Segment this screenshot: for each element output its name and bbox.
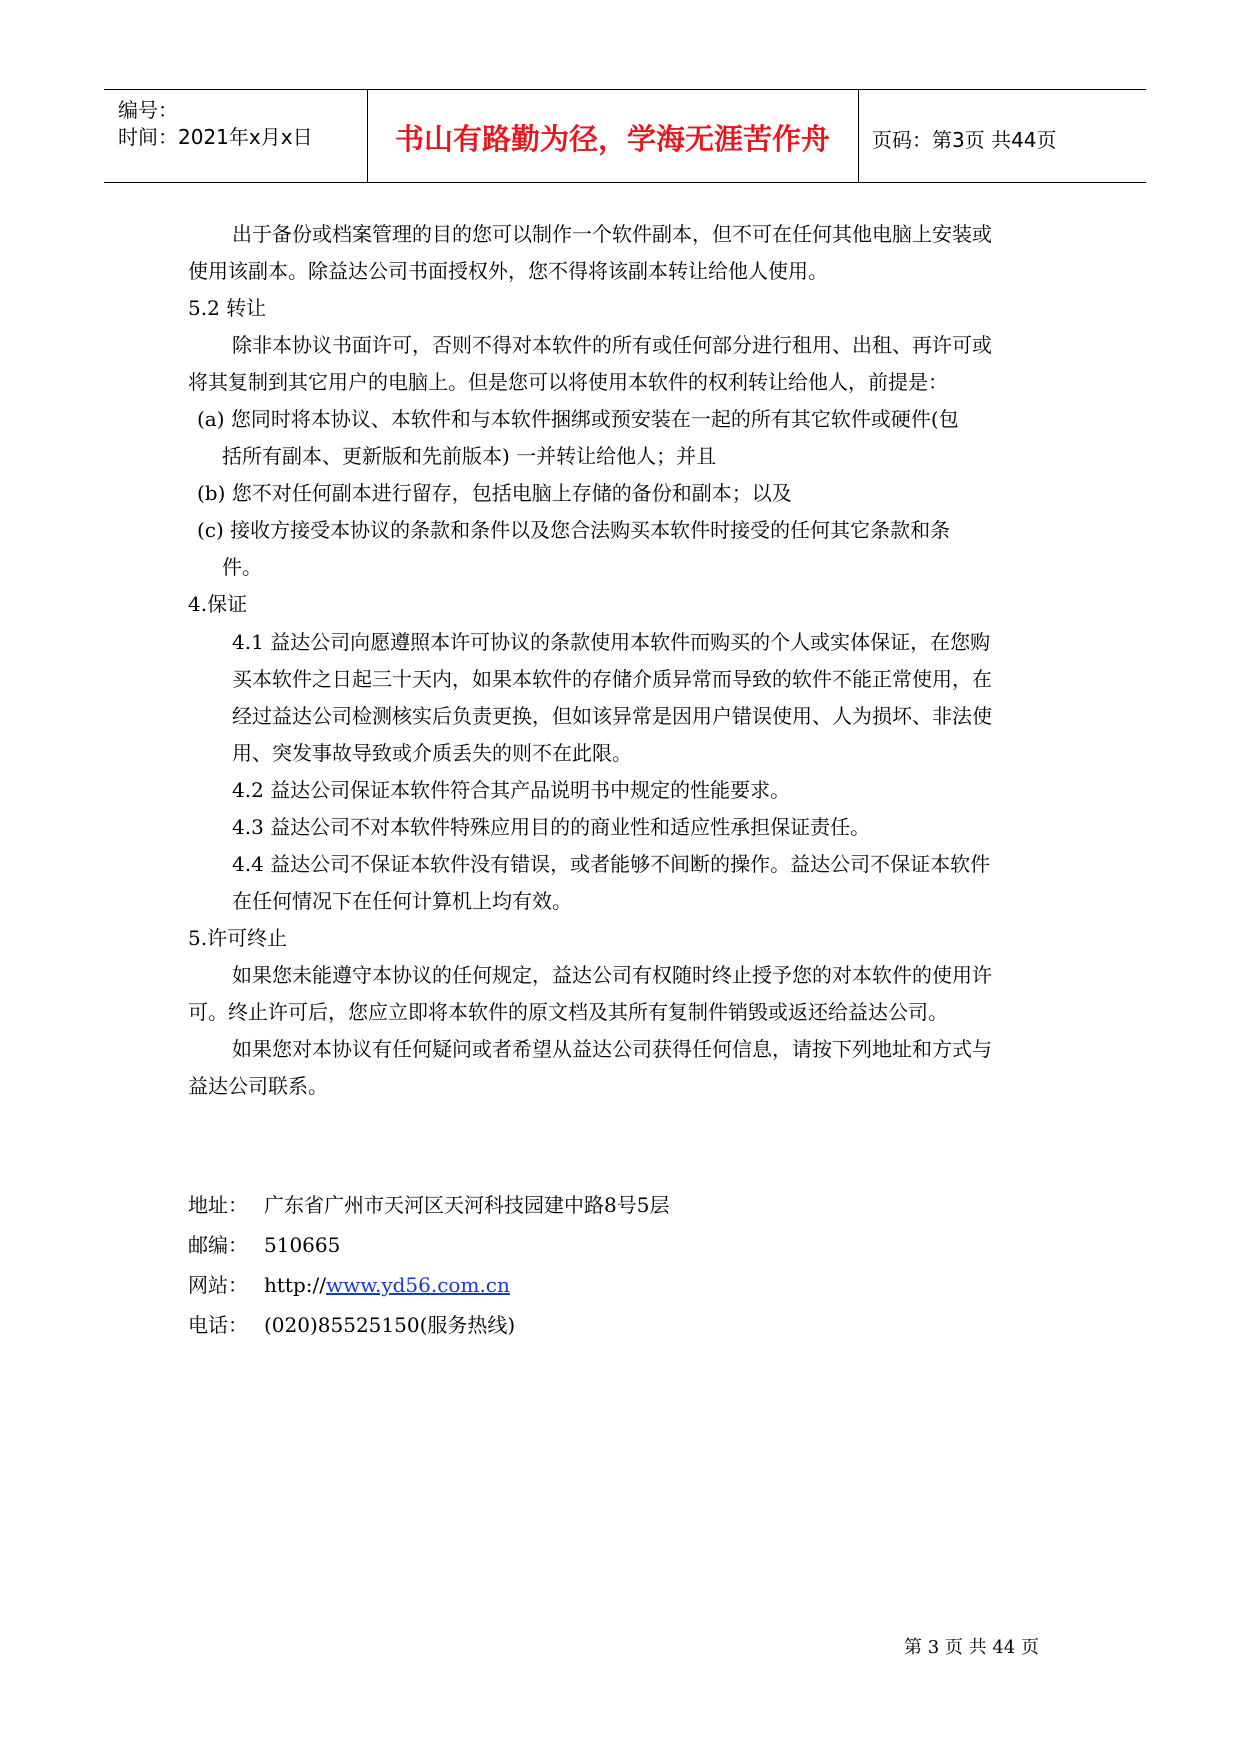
paragraph-line: 使用该副本。除益达公司书面授权外，您不得将该副本转让给他人使用。 (188, 259, 828, 283)
clause-line: 在任何情况下在任何计算机上均有效。 (232, 889, 572, 913)
paragraph-line: 可。终止许可后，您应立即将本软件的原文档及其所有复制件销毁或返还给益达公司。 (188, 1000, 948, 1024)
section-heading-4: 4.保证 (188, 592, 248, 616)
header-motto-cell (367, 90, 859, 182)
list-item-b: (b) 您不对任何副本进行留存，包括电脑上存储的备份和副本；以及 (197, 481, 792, 505)
list-item-a-cont: 括所有副本、更新版和先前版本) 一并转让给他人；并且 (222, 444, 717, 468)
clause-4-1: 4.1 益达公司向愿遵照本许可协议的条款使用本软件而购买的个人或实体保证，在您购 (232, 630, 991, 654)
phone-value: (020)85525150(服务热线) (264, 1313, 516, 1337)
paragraph-line: 除非本协议书面许可，否则不得对本软件的所有或任何部分进行租用、出租、再许可或 (232, 333, 992, 357)
postcode-value: 510665 (264, 1233, 341, 1257)
list-item-c: (c) 接收方接受本协议的条款和条件以及您合法购买本软件时接受的任何其它条款和条 (197, 518, 951, 542)
paragraph-line: 益达公司联系。 (188, 1074, 328, 1098)
section-heading-5: 5.许可终止 (188, 926, 288, 950)
phone-label: 电话： (188, 1313, 248, 1337)
document-time-label: 时间：2021年x月x日 (118, 125, 313, 149)
contact-address (188, 1193, 669, 1217)
website-prefix: http:// (264, 1273, 326, 1297)
website-link[interactable]: www.yd56.com.cn (325, 1273, 510, 1297)
clause-line: 买本软件之日起三十天内，如果本软件的存储介质异常而导致的软件不能正常使用，在 (232, 667, 992, 691)
address-label: 地址： (188, 1193, 248, 1217)
clause-4-2: 4.2 益达公司保证本软件符合其产品说明书中规定的性能要求。 (232, 778, 791, 802)
address-value: 广东省广州市天河区天河科技园建中路8号5层 (264, 1193, 670, 1217)
list-item-c-cont: 件。 (222, 555, 262, 579)
page-header (104, 89, 1146, 183)
document-number-label: 编号： (118, 98, 178, 122)
contact-phone (188, 1313, 515, 1337)
paragraph-line: 如果您未能遵守本协议的任何规定，益达公司有权随时终止授予您的对本软件的使用许 (232, 963, 992, 987)
paragraph-line: 将其复制到其它用户的电脑上。但是您可以将使用本软件的权利转让给他人，前提是： (188, 370, 948, 394)
header-left-cell (104, 90, 368, 182)
header-page-cell (858, 90, 1146, 182)
website-label: 网站： (188, 1273, 248, 1297)
header-motto: 书山有路勤为径，学海无涯苦作舟 (394, 122, 830, 156)
clause-line: 用、突发事故导致或介质丢失的则不在此限。 (232, 741, 632, 765)
contact-website (188, 1273, 510, 1297)
paragraph-line: 出于备份或档案管理的目的您可以制作一个软件副本，但不可在任何其他电脑上安装或 (232, 222, 992, 246)
clause-line: 经过益达公司检测核实后负责更换，但如该异常是因用户错误使用、人为损坏、非法使 (232, 704, 992, 728)
contact-postcode (188, 1233, 340, 1257)
clause-4-4: 4.4 益达公司不保证本软件没有错误，或者能够不间断的操作。益达公司不保证本软件 (232, 852, 991, 876)
section-heading-5-2: 5.2 转让 (188, 296, 267, 320)
list-item-a: (a) 您同时将本协议、本软件和与本软件捆绑或预安装在一起的所有其它软件或硬件(包 (197, 407, 959, 431)
postcode-label: 邮编： (188, 1233, 248, 1257)
paragraph-line: 如果您对本协议有任何疑问或者希望从益达公司获得任何信息，请按下列地址和方式与 (232, 1037, 992, 1061)
page-footer-number: 第 3 页 共 44 页 (904, 1637, 1039, 1658)
header-page-info: 页码：第3页 共44页 (872, 128, 1057, 152)
clause-4-3: 4.3 益达公司不对本软件特殊应用目的的商业性和适应性承担保证责任。 (232, 815, 871, 839)
